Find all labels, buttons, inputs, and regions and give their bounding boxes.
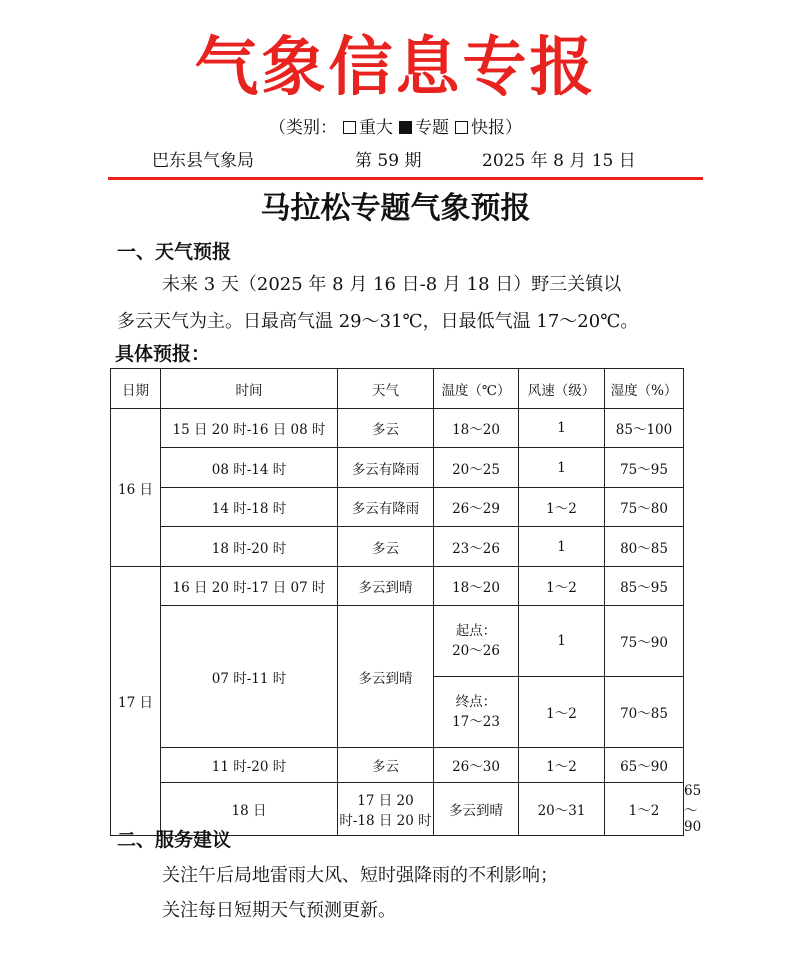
wind-cell: 1～2 bbox=[519, 748, 605, 783]
time-cell: 07 时-11 时 bbox=[161, 606, 338, 748]
category-major-label: 重大 bbox=[359, 118, 393, 138]
wind-cell: 1～2 bbox=[605, 783, 684, 836]
temp-cell: 18～20 bbox=[434, 567, 519, 606]
header-weather: 天气 bbox=[338, 369, 434, 409]
humidity-cell-start: 75～90 bbox=[605, 606, 684, 677]
wind-cell: 1～2 bbox=[519, 567, 605, 606]
weather-cell: 多云 bbox=[338, 527, 434, 567]
category-open: （类别： bbox=[269, 118, 337, 138]
advice-line-2: 关注每日短期天气预测更新。 bbox=[162, 900, 396, 921]
weather-cell: 多云 bbox=[338, 748, 434, 783]
weather-cell: 多云到晴 bbox=[338, 606, 434, 748]
forecast-table bbox=[110, 368, 702, 836]
humidity-cell-end: 70～85 bbox=[605, 677, 684, 748]
masthead-title: 气象信息专报 bbox=[194, 31, 597, 105]
time-cell: 17 日 20 时-18 日 20 时 bbox=[338, 783, 434, 836]
detailed-forecast-heading: 具体预报： bbox=[115, 343, 211, 365]
table-row: 18 日 17 日 20 时-18 日 20 时 多云到晴 20～31 1～2 65～90 bbox=[111, 783, 684, 836]
humidity-cell: 80～85 bbox=[605, 527, 684, 567]
date-cell-16: 16 日 bbox=[111, 409, 161, 567]
wind-cell: 1 bbox=[519, 409, 605, 448]
humidity-cell: 75～95 bbox=[605, 448, 684, 488]
temp-cell: 18～20 bbox=[434, 409, 519, 448]
wind-cell: 1 bbox=[519, 448, 605, 488]
category-express-label: 快报 bbox=[471, 118, 505, 138]
header-date: 日期 bbox=[111, 369, 161, 409]
start-point-label: 起点： bbox=[455, 623, 497, 639]
wind-cell-start: 1 bbox=[519, 606, 605, 677]
red-divider bbox=[108, 177, 703, 180]
weather-cell: 多云到晴 bbox=[434, 783, 519, 836]
temp-cell: 26～30 bbox=[434, 748, 519, 783]
weather-cell: 多云到晴 bbox=[338, 567, 434, 606]
section-weather-forecast-heading: 一、天气预报 bbox=[117, 241, 232, 263]
document-title: 马拉松专题气象预报 bbox=[260, 191, 531, 226]
category-line bbox=[0, 115, 791, 141]
checkbox-special bbox=[399, 121, 412, 134]
table-row bbox=[111, 527, 684, 567]
table-row bbox=[111, 409, 684, 448]
time-cell: 11 时-20 时 bbox=[161, 748, 338, 783]
table-row bbox=[111, 567, 684, 606]
advice-line-1: 关注午后局地雷雨大风、短时强降雨的不利影响； bbox=[162, 865, 558, 886]
time-cell: 14 时-18 时 bbox=[161, 488, 338, 527]
humidity-cell: 85～95 bbox=[605, 567, 684, 606]
header-time: 时间 bbox=[161, 369, 338, 409]
humidity-cell: 65～90 bbox=[605, 748, 684, 783]
category-special-label: 专题 bbox=[415, 118, 449, 138]
checkbox-express bbox=[455, 121, 468, 134]
end-point-label: 终点： bbox=[455, 694, 497, 710]
temp-cell-start bbox=[434, 606, 519, 677]
temp-cell: 23～26 bbox=[434, 527, 519, 567]
date-cell-17: 17 日 bbox=[111, 567, 161, 836]
issue-date: 2025 年 8 月 15 日 bbox=[482, 151, 636, 171]
table-row bbox=[111, 606, 684, 677]
time-cell: 16 日 20 时-17 日 07 时 bbox=[161, 567, 338, 606]
wind-cell: 1 bbox=[519, 527, 605, 567]
section-service-advice-heading: 二、服务建议 bbox=[117, 829, 232, 851]
header-humidity: 湿度（%） bbox=[605, 369, 684, 409]
table-row bbox=[111, 748, 684, 783]
issue-number: 第 59 期 bbox=[355, 151, 422, 171]
temp-cell: 26～29 bbox=[434, 488, 519, 527]
issuing-agency: 巴东县气象局 bbox=[152, 151, 254, 171]
temp-cell: 20～25 bbox=[434, 448, 519, 488]
category-close: ） bbox=[505, 118, 522, 138]
time-cell: 08 时-14 时 bbox=[161, 448, 338, 488]
end-point-temp: 17～23 bbox=[452, 714, 500, 730]
weather-cell: 多云有降雨 bbox=[338, 488, 434, 527]
forecast-summary-line-2: 多云天气为主。日最高气温 29～31℃，日最低气温 17～20℃。 bbox=[117, 311, 639, 332]
wind-cell-end: 1～2 bbox=[519, 677, 605, 748]
time-cell: 15 日 20 时-16 日 08 时 bbox=[161, 409, 338, 448]
temp-cell-end bbox=[434, 677, 519, 748]
wind-cell: 1～2 bbox=[519, 488, 605, 527]
weather-cell: 多云 bbox=[338, 409, 434, 448]
table-header-row bbox=[111, 369, 684, 409]
humidity-cell: 75～80 bbox=[605, 488, 684, 527]
header-wind: 风速（级） bbox=[519, 369, 605, 409]
weather-cell: 多云有降雨 bbox=[338, 448, 434, 488]
table-row bbox=[111, 448, 684, 488]
humidity-cell: 85～100 bbox=[605, 409, 684, 448]
header-temperature: 温度（℃） bbox=[434, 369, 519, 409]
temp-cell: 20～31 bbox=[519, 783, 605, 836]
start-point-temp: 20～26 bbox=[452, 643, 500, 659]
forecast-summary-line-1: 未来 3 天（2025 年 8 月 16 日-8 月 18 日）野三关镇以 bbox=[162, 274, 622, 295]
time-cell: 18 时-20 时 bbox=[161, 527, 338, 567]
date-cell-18: 18 日 bbox=[161, 783, 338, 836]
table-row bbox=[111, 488, 684, 527]
checkbox-major bbox=[343, 121, 356, 134]
